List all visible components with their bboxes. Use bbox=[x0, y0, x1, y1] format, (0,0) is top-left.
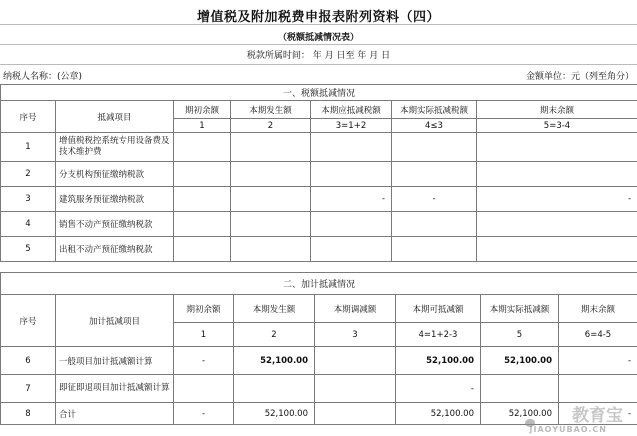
header-should: 本期应抵减税额 bbox=[311, 101, 392, 119]
row-item: 销售不动产预征缴纳税款 bbox=[56, 212, 174, 237]
cell[interactable]: 52,100.00 bbox=[234, 347, 315, 375]
period-divider bbox=[0, 64, 637, 65]
colnum: 4=1+2-3 bbox=[396, 323, 481, 347]
tax-period: 税款所属时间： 年 月 日至 年 月 日 bbox=[246, 51, 391, 61]
form-subtitle: （税额抵减情况表） bbox=[277, 33, 359, 43]
header-current: 本期发生额 bbox=[234, 295, 315, 323]
row-item: 增值税税控系统专用设备费及技术维护费 bbox=[56, 133, 174, 162]
header-closing: 期末余额 bbox=[477, 101, 637, 119]
cell[interactable] bbox=[315, 375, 396, 403]
section1-title: 一、税额抵减情况 bbox=[1, 85, 637, 101]
cell[interactable] bbox=[174, 212, 231, 237]
section2-title: 二、加计抵减情况 bbox=[1, 273, 637, 295]
cell[interactable] bbox=[174, 187, 231, 212]
colnum: 3=1+2 bbox=[311, 119, 392, 133]
cell[interactable] bbox=[311, 133, 392, 162]
cell[interactable]: - bbox=[559, 347, 637, 375]
cell[interactable] bbox=[174, 133, 231, 162]
colnum: 4≤3 bbox=[392, 119, 477, 133]
row-no: 8 bbox=[1, 403, 56, 425]
row-no: 3 bbox=[1, 187, 56, 212]
table-row bbox=[1, 375, 637, 403]
cell[interactable] bbox=[174, 162, 231, 187]
header-current: 本期发生额 bbox=[231, 101, 311, 119]
subtitle-divider bbox=[0, 44, 637, 45]
cell[interactable] bbox=[392, 212, 477, 237]
row-item: 出租不动产预征缴纳税款 bbox=[56, 237, 174, 262]
cell[interactable] bbox=[231, 237, 311, 262]
cell[interactable]: - bbox=[174, 347, 234, 375]
cell[interactable] bbox=[392, 162, 477, 187]
header-opening: 期初余额 bbox=[174, 295, 234, 323]
header-actual: 本期实际抵减税额 bbox=[392, 101, 477, 119]
row-no: 1 bbox=[1, 133, 56, 162]
cell[interactable] bbox=[315, 347, 396, 375]
taxpayer-name: 纳税人名称：(公章) bbox=[3, 72, 83, 82]
cell[interactable] bbox=[231, 162, 311, 187]
cell[interactable] bbox=[315, 403, 396, 425]
cell[interactable] bbox=[234, 375, 315, 403]
header-closing: 期末余额 bbox=[559, 295, 637, 323]
cell[interactable]: 52,100.00 bbox=[481, 403, 559, 425]
table-row bbox=[1, 212, 637, 237]
tax-offset-table bbox=[0, 84, 637, 262]
cell[interactable]: - bbox=[396, 375, 481, 403]
cell[interactable] bbox=[477, 162, 637, 187]
table-row bbox=[1, 403, 637, 425]
cell[interactable] bbox=[477, 133, 637, 162]
cell[interactable] bbox=[174, 237, 231, 262]
cell[interactable] bbox=[559, 375, 637, 403]
row-item: 合计 bbox=[56, 403, 174, 425]
cell[interactable] bbox=[477, 237, 637, 262]
row-no: 7 bbox=[1, 375, 56, 403]
title-divider bbox=[0, 24, 637, 25]
cell[interactable] bbox=[311, 212, 392, 237]
cell[interactable]: 52,100.00 bbox=[234, 403, 315, 425]
colnum: 2 bbox=[234, 323, 315, 347]
table-row bbox=[1, 133, 637, 162]
cell[interactable] bbox=[392, 237, 477, 262]
colnum: 2 bbox=[231, 119, 311, 133]
table-row bbox=[1, 237, 637, 262]
cell[interactable] bbox=[231, 187, 311, 212]
header-available: 本期可抵减额 bbox=[396, 295, 481, 323]
colnum: 1 bbox=[174, 323, 234, 347]
row-item: 一般项目加计抵减额计算 bbox=[56, 347, 174, 375]
cell[interactable]: - bbox=[311, 187, 392, 212]
row-no: 5 bbox=[1, 237, 56, 262]
colnum: 3 bbox=[315, 323, 396, 347]
colnum: 5 bbox=[481, 323, 559, 347]
header-opening: 期初余额 bbox=[174, 101, 231, 119]
row-no: 2 bbox=[1, 162, 56, 187]
cell[interactable]: 52,100.00 bbox=[396, 347, 481, 375]
row-no: 6 bbox=[1, 347, 56, 375]
row-item: 建筑服务预征缴纳税款 bbox=[56, 187, 174, 212]
form-title: 增值税及附加税费申报表附列资料（四） bbox=[196, 10, 440, 25]
watermark-logo: 教育宝 bbox=[572, 406, 623, 426]
cell[interactable]: - bbox=[559, 403, 637, 425]
header-item: 加计抵减项目 bbox=[56, 295, 174, 347]
watermark-url: JIAOYUBAO.CN bbox=[529, 425, 607, 434]
cell[interactable] bbox=[481, 375, 559, 403]
table-row bbox=[1, 162, 637, 187]
header-actual: 本期实际抵减额 bbox=[481, 295, 559, 323]
cell[interactable]: 52,100.00 bbox=[481, 347, 559, 375]
header-seq: 序号 bbox=[1, 101, 56, 133]
header-seq: 序号 bbox=[1, 295, 56, 347]
row-item: 分支机构预征缴纳税款 bbox=[56, 162, 174, 187]
colnum: 1 bbox=[174, 119, 231, 133]
amount-unit: 金额单位：元（列至角分） bbox=[525, 72, 634, 82]
row-item: 即征即退项目加计抵减额计算 bbox=[56, 375, 174, 403]
header-reduce: 本期调减额 bbox=[315, 295, 396, 323]
additional-deduction-table bbox=[0, 272, 637, 425]
table-row bbox=[1, 347, 637, 375]
table-row bbox=[1, 187, 637, 212]
cell[interactable] bbox=[392, 133, 477, 162]
cell[interactable] bbox=[311, 237, 392, 262]
cell[interactable] bbox=[231, 133, 311, 162]
cell[interactable] bbox=[477, 212, 637, 237]
cell[interactable]: - bbox=[392, 187, 477, 212]
cell[interactable]: - bbox=[477, 187, 637, 212]
header-item: 抵减项目 bbox=[56, 101, 174, 133]
row-no: 4 bbox=[1, 212, 56, 237]
colnum: 6=4-5 bbox=[559, 323, 637, 347]
cell[interactable] bbox=[311, 162, 392, 187]
cell[interactable] bbox=[231, 212, 311, 237]
cell[interactable]: - bbox=[174, 403, 234, 425]
cell[interactable]: 52,100.00 bbox=[396, 403, 481, 425]
colnum: 5=3-4 bbox=[477, 119, 637, 133]
cell[interactable] bbox=[174, 375, 234, 403]
